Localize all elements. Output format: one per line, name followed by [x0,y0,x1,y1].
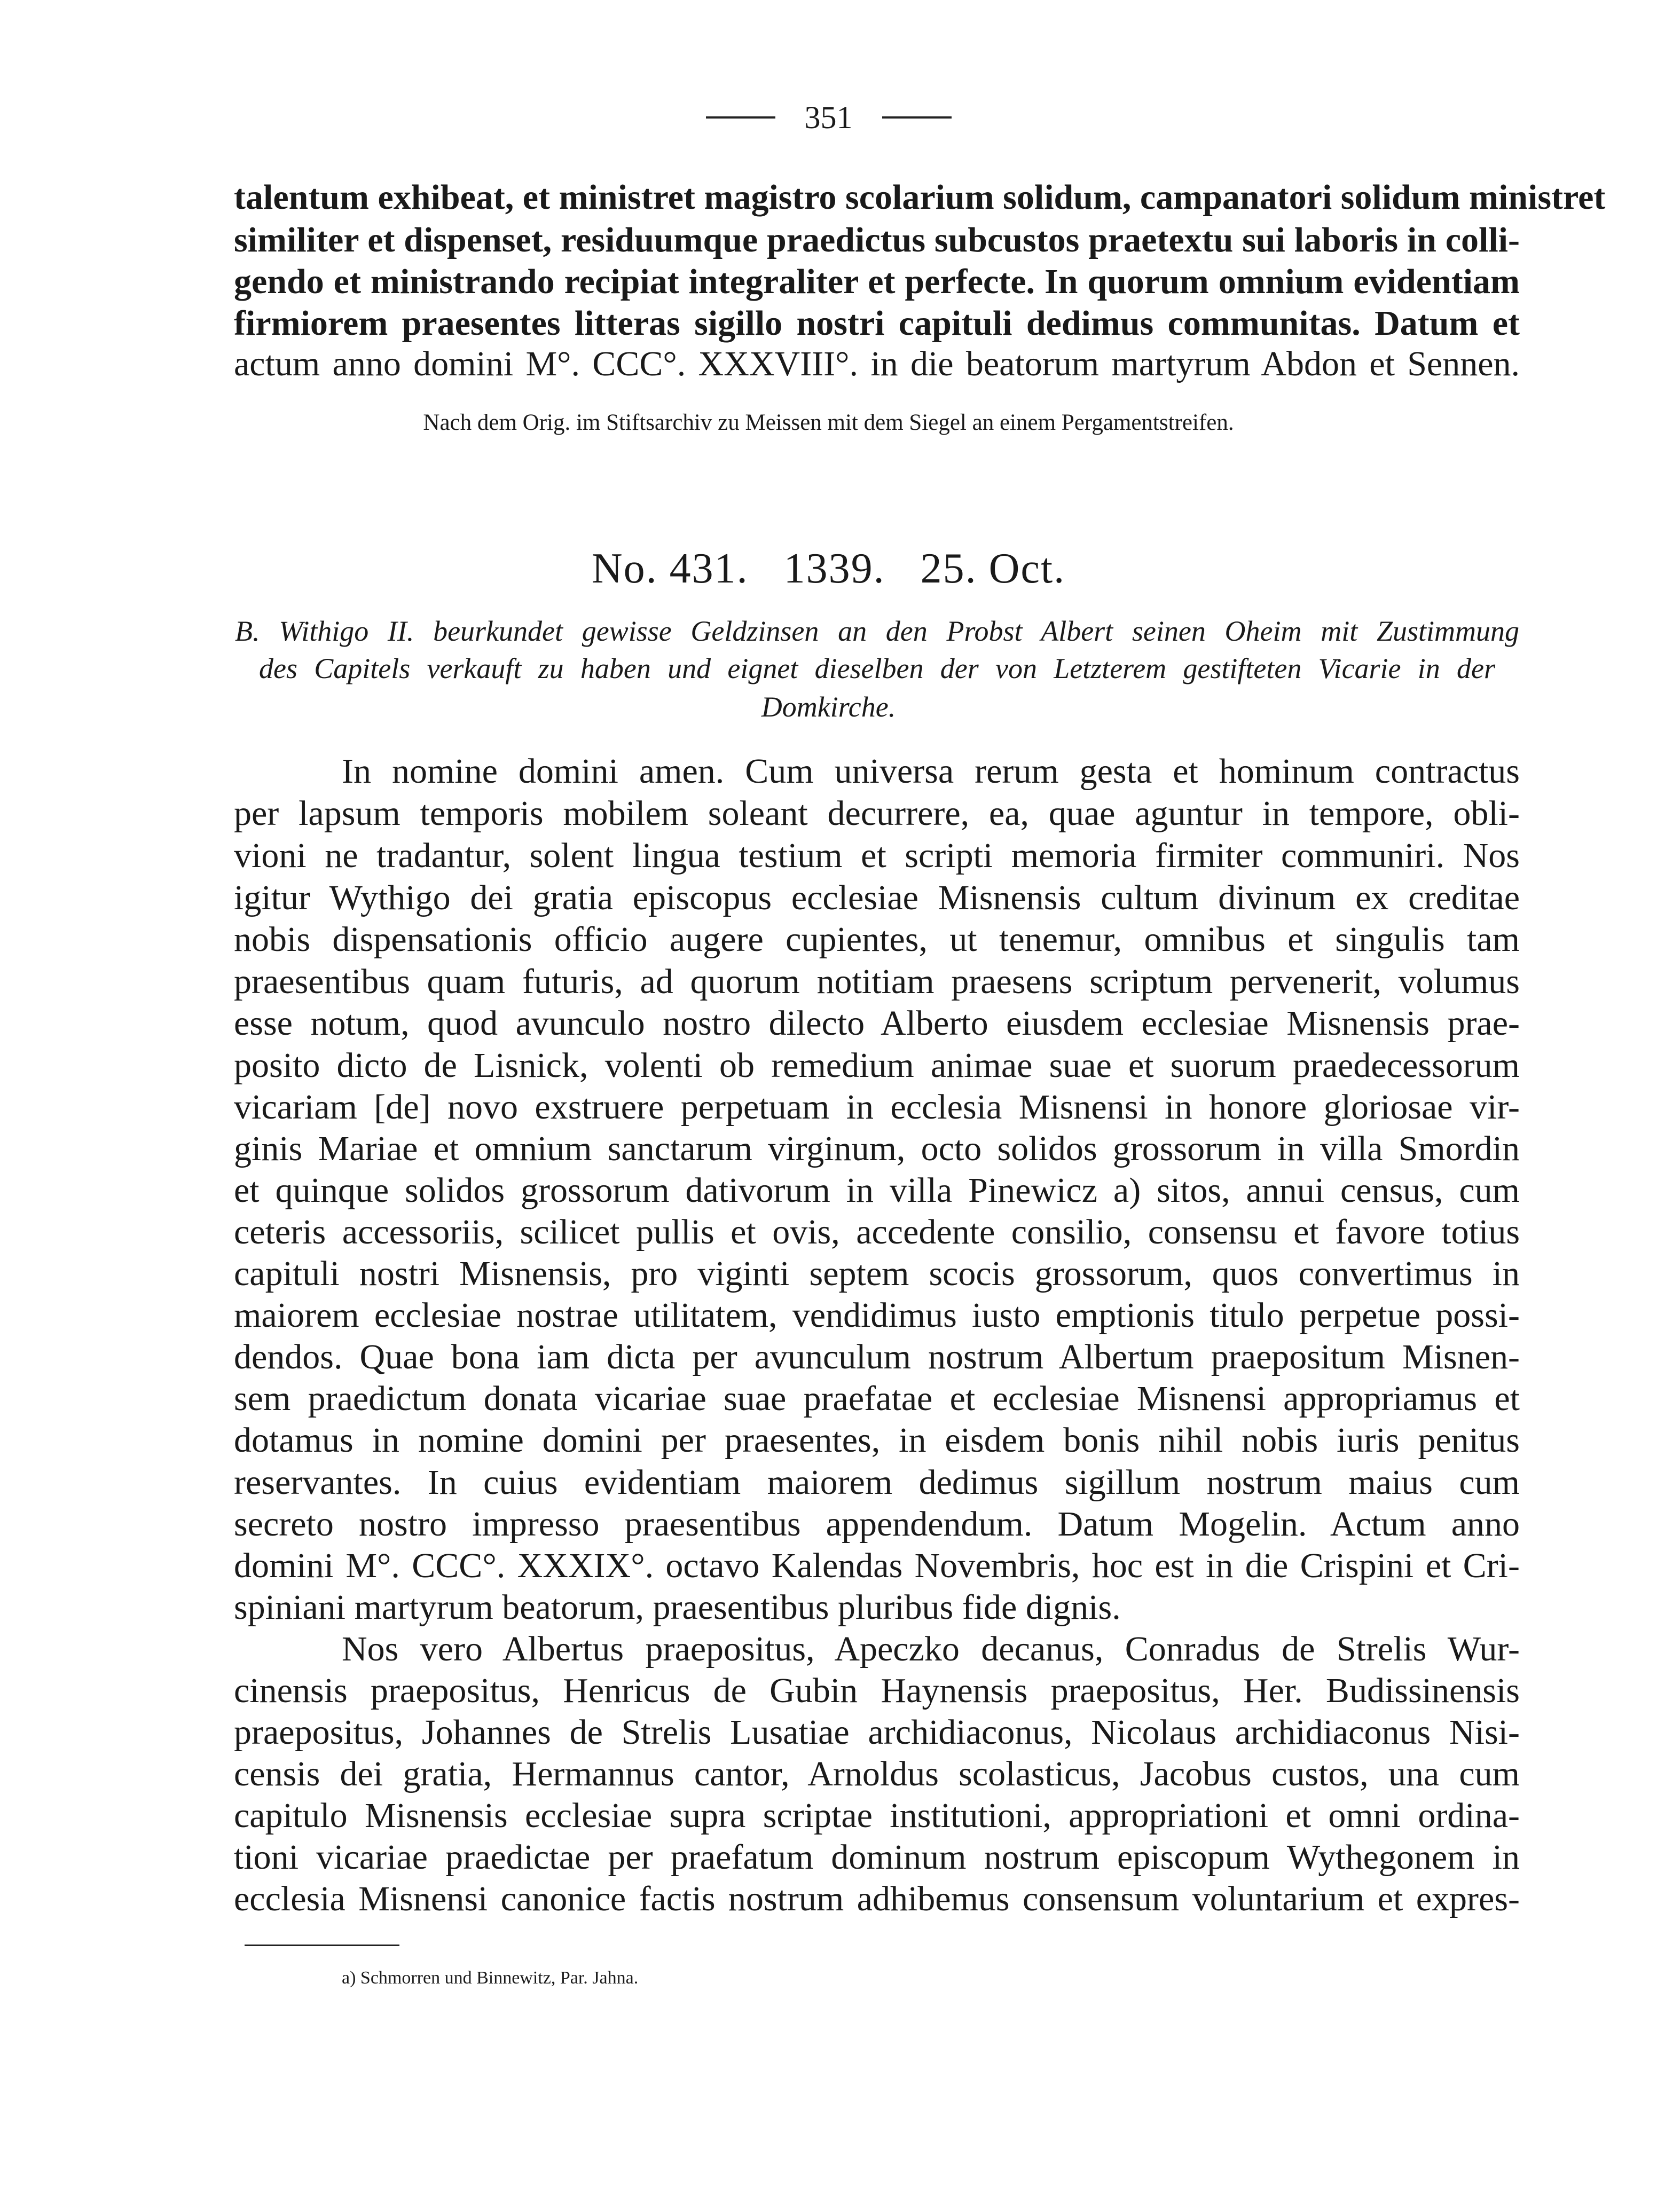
text-line: nobis dispensationis officio augere cupientes, ut tenemur, omnibus et singulis tam [234,920,1520,959]
text-line: dendos. Quae bona iam dicta per avunculum nostrum Albertum praepositum Misnen- [234,1337,1520,1376]
text-line: In nomine domini amen. Cum universa rerum gesta et hominum contractus [342,752,1520,791]
text-line: sem praedictum donata vicariae suae praefatae et ecclesiae Misnensi appropriamus et [234,1379,1520,1418]
text-line: dotamus in nomine domini per praesentes, in eisdem bonis nihil nobis iuris penitus [234,1421,1520,1460]
source-note: Nach dem Orig. im Stiftsarchiv zu Meissen mit dem Siegel an einem Pergamentstreifen. [423,410,1234,435]
text-line: cinensis praepositus, Henricus de Gubin Haynensis praepositus, Her. Budissinensis [234,1671,1520,1710]
text-line: maiorem ecclesiae nostrae utilitatem, vendidimus iusto emptionis titulo perpetue possi- [234,1296,1520,1335]
text-line: praepositus, Johannes de Strelis Lusatiae archidiaconus, Nicolaus archidiaconus Nisi- [234,1713,1520,1752]
text-line: reservantes. In cuius evidentiam maiorem dedimus sigillum nostrum maius cum [234,1463,1520,1502]
text-line: secreto nostro impresso praesentibus appendendum. Datum Mogelin. Actum anno [234,1505,1520,1544]
header-rule-right [882,116,952,119]
header-rule-left [706,116,775,119]
text-line: praesentibus quam futuris, ad quorum notitiam praesens scriptum pervenerit, volumus [234,962,1520,1001]
text-line: posito dicto de Lisnick, volenti ob remedium animae suae et suorum praedecessorum [234,1046,1520,1085]
page-header [0,96,1657,139]
text-line: per lapsum temporis mobilem soleant decurrere, ea, quae aguntur in tempore, obli- [234,794,1520,833]
text-line: tioni vicariae praedictae per praefatum dominum nostrum episcopum Wythegonem in [234,1838,1520,1877]
text-line: igitur Wythigo dei gratia episcopus ecclesiae Misnensis cultum divinum ex creditae [234,878,1520,917]
text-line: spiniani martyrum beatorum, praesentibus pluribus fide dignis. [234,1588,1121,1627]
summary-line: des Capitels verkauft zu haben und eignet dieselben der von Letzterem gestifteten Vicarie in der [259,652,1495,684]
footnote: a) Schmorren und Binnewitz, Par. Jahna. [342,1968,639,1988]
footnote-rule [245,1945,399,1946]
text-line: capitulo Misnensis ecclesiae supra scriptae institutioni, appropriationi et omni ordina- [234,1796,1520,1835]
text-line: domini M°. CCC°. XXXIX°. octavo Kalendas Novembris, hoc est in die Crispini et Cri- [234,1546,1520,1585]
text-line: similiter et dispenset, residuumque praedictus subcustos praetextu sui laboris in colli- [234,221,1520,259]
text-line: ecclesia Misnensi canonice factis nostrum adhibemus consensum voluntarium et expres- [234,1879,1520,1918]
document-heading: No. 431. 1339. 25. Oct. [591,545,1066,592]
text-line: gendo et ministrando recipiat integraliter et perfecte. In quorum omnium evidentiam [234,262,1520,301]
text-line: firmiorem praesentes litteras sigillo nostri capituli dedimus communitas. Datum et [234,304,1520,343]
text-line: esse notum, quod avunculo nostro dilecto Alberto eiusdem ecclesiae Misnensis prae- [234,1004,1520,1043]
text-line: ginis Mariae et omnium sanctarum virginum, octo solidos grossorum in villa Smordin [234,1129,1520,1168]
text-line: censis dei gratia, Hermannus cantor, Arnoldus scolasticus, Jacobus custos, una cum [234,1754,1520,1793]
text-line: Nos vero Albertus praepositus, Apeczko decanus, Conradus de Strelis Wur- [342,1630,1520,1668]
text-line: actum anno domini M°. CCC°. XXXVIII°. in die beatorum martyrum Abdon et Sennen. [234,344,1520,383]
text-line: talentum exhibeat, et ministret magistro scolarium solidum, campanatori solidum ministret [234,178,1606,217]
text-line: vicariam [de] novo exstruere perpetuam in ecclesia Misnensi in honore gloriosae vir- [234,1088,1520,1127]
summary-line: Domkirche. [761,691,896,723]
text-line: capituli nostri Misnensis, pro viginti septem scocis grossorum, quos convertimus in [234,1254,1520,1293]
summary-line: B. Withigo II. beurkundet gewisse Geldzinsen an den Probst Albert seinen Oheim mit Zustimmung [235,615,1519,647]
text-line: vioni ne tradantur, solent lingua testium et scripti memoria firmiter communiri. Nos [234,836,1520,875]
page-number: 351 [804,100,853,135]
text-line: ceteris accessoriis, scilicet pullis et ovis, accedente consilio, consensu et favore totius [234,1213,1520,1251]
text-line: et quinque solidos grossorum dativorum in villa Pinewicz a) sitos, annui census, cum [234,1171,1520,1210]
